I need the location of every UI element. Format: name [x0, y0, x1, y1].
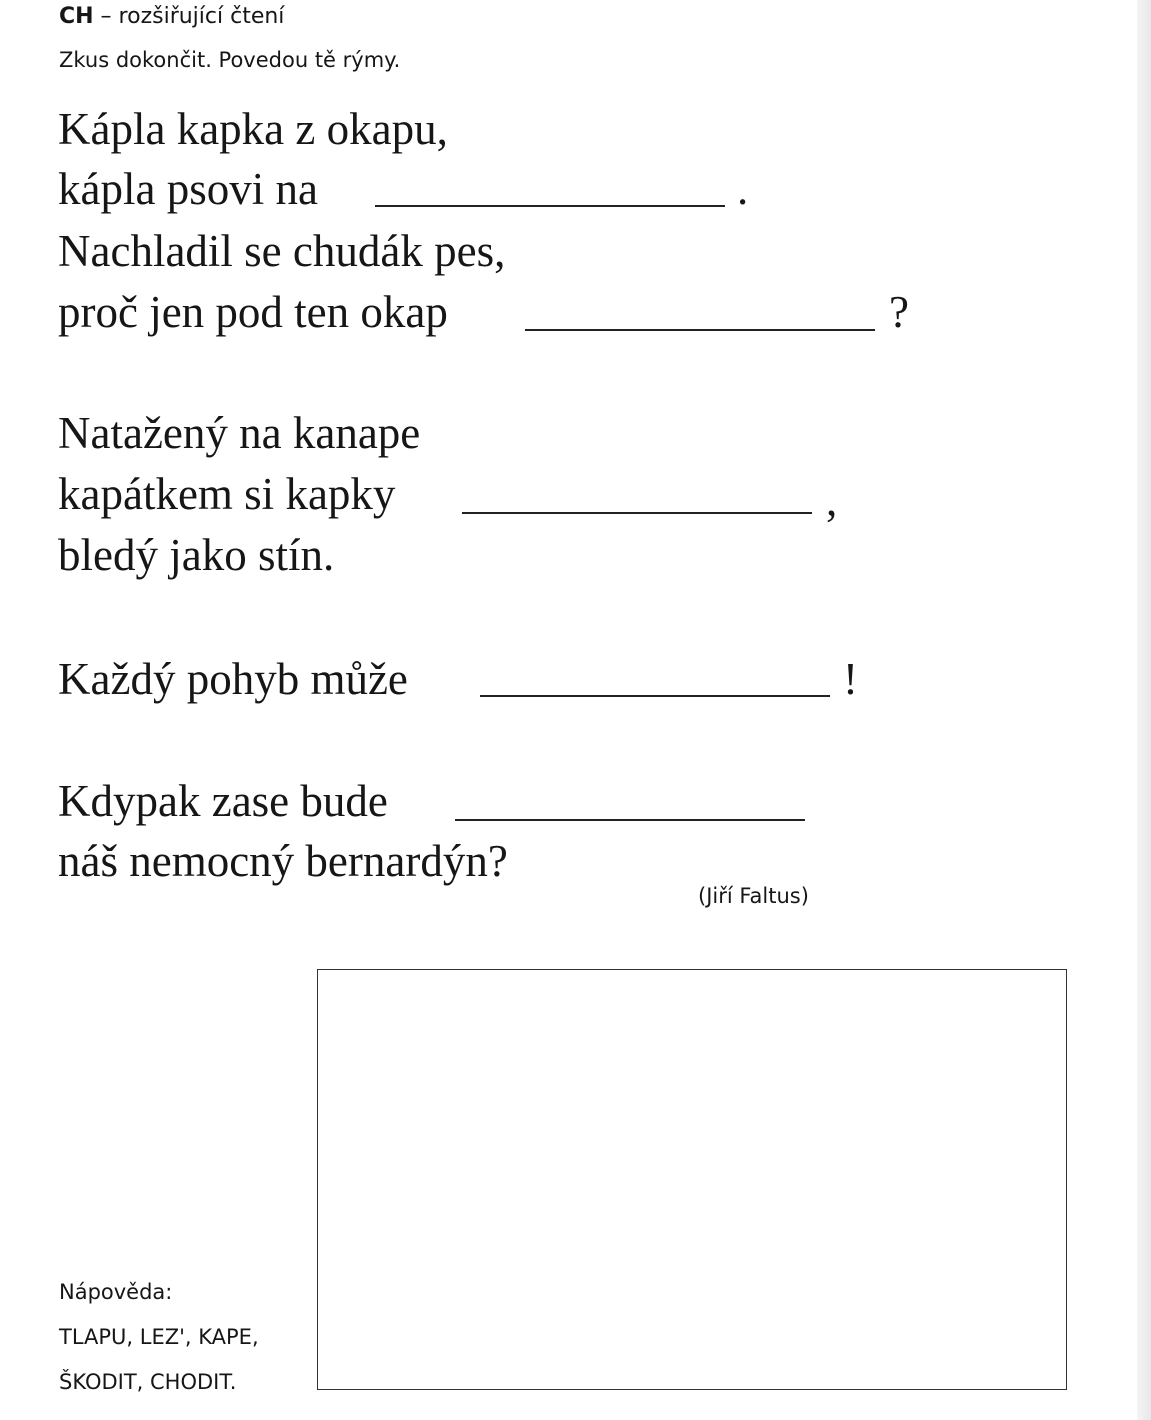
hint-title: Nápověda: [59, 1280, 173, 1304]
scan-edge-shade [1137, 0, 1151, 1420]
hint-words-line-1: TLAPU, LEZ', KAPE, [59, 1325, 259, 1349]
poem-line-2-punctuation: . [737, 164, 749, 214]
poem-line-3: Nachladil se chudák pes, [58, 226, 506, 276]
poem-line-2: kápla psovi na [58, 164, 318, 214]
poem-line-1: Kápla kapka z okapu, [58, 104, 448, 154]
poem-line-10: náš nemocný bernardýn? [58, 836, 508, 886]
poem-line-4: proč jen pod ten okap [58, 287, 448, 337]
poem-line-4-punctuation: ? [889, 287, 909, 337]
poem-line-8: Každý pohyb může [58, 654, 408, 704]
answer-blank-2[interactable] [525, 329, 875, 331]
answer-blank-3[interactable] [462, 512, 812, 514]
answer-blank-4[interactable] [480, 695, 830, 697]
poem-author: (Jiří Faltus) [698, 884, 809, 908]
drawing-box[interactable] [317, 969, 1067, 1390]
section-subtitle: – rozšiřující čtení [93, 4, 285, 29]
poem-line-7: bledý jako stín. [58, 530, 335, 580]
answer-blank-5[interactable] [455, 819, 805, 821]
poem-line-5: Natažený na kanape [58, 408, 421, 458]
poem-line-9: Kdypak zase bude [58, 776, 388, 826]
poem-line-8-punctuation: ! [843, 654, 858, 704]
section-code: CH [59, 4, 94, 29]
poem-line-6-punctuation: , [826, 475, 838, 525]
worksheet-header [59, 4, 284, 29]
hint-words-line-2: ŠKODIT, CHODIT. [59, 1370, 237, 1394]
poem-line-6: kapátkem si kapky [58, 469, 396, 519]
answer-blank-1[interactable] [375, 205, 725, 207]
instruction-text: Zkus dokončit. Povedou tě rýmy. [59, 48, 401, 72]
